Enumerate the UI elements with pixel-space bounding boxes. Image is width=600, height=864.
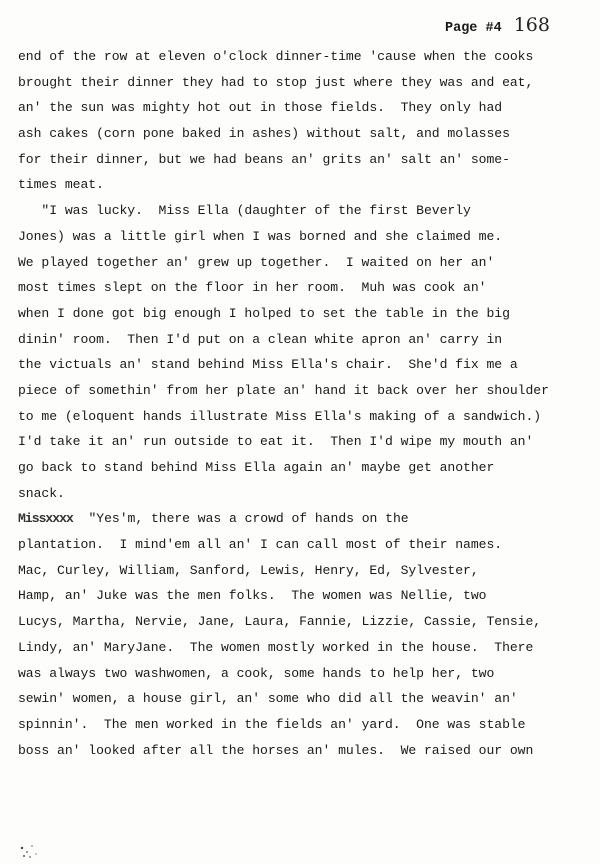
text-line: an' the sun was mighty hot out in those fields. They only had bbox=[18, 100, 503, 116]
text-line: "I was lucky. Miss Ella (daughter of the first Beverly bbox=[18, 203, 471, 219]
text-line: Jones) was a little girl when I was borned and she claimed me. bbox=[18, 228, 503, 244]
page-header bbox=[445, 14, 550, 36]
text-line: to me (eloquent hands illustrate Miss Ella's making of a sandwich.) bbox=[18, 408, 542, 424]
struck-out-word: Missxxxx bbox=[18, 511, 73, 527]
text-line: the victuals an' stand behind Miss Ella's chair. She'd fix me a bbox=[18, 357, 518, 373]
text-line: when I done got big enough I holped to set the table in the big bbox=[18, 305, 510, 321]
text-line: I'd take it an' run outside to eat it. Then I'd wipe my mouth an' bbox=[18, 434, 534, 450]
text-line: ash cakes (corn pone baked in ashes) without salt, and molasses bbox=[18, 126, 510, 142]
text-line: Lindy, an' MaryJane. The women mostly worked in the house. There bbox=[18, 639, 534, 655]
text-line: plantation. I mind'em all an' I can call most of their names. bbox=[18, 537, 503, 553]
text-line-rest: "Yes'm, there was a crowd of hands on the bbox=[72, 511, 409, 527]
text-line: snack. bbox=[18, 485, 65, 501]
text-line: end of the row at eleven o'clock dinner-time 'cause when the cooks bbox=[18, 49, 534, 64]
text-line: most times slept on the floor in her room. Muh was cook an' bbox=[18, 280, 487, 296]
text-line: piece of somethin' from her plate an' hand it back over her shoulder bbox=[18, 382, 549, 398]
page-label: Page #4 bbox=[445, 21, 502, 36]
text-line: spinnin'. The men worked in the fields an' yard. One was stable bbox=[18, 716, 526, 732]
text-line: for their dinner, but we had beans an' grits an' salt an' some- bbox=[18, 151, 510, 167]
text-line: We played together an' grew up together. I waited on her an' bbox=[18, 254, 495, 270]
text-line: brought their dinner they had to stop just where they was and eat, bbox=[18, 74, 534, 90]
body-text bbox=[18, 44, 593, 763]
text-line: sewin' women, a house girl, an' some who did all the weavin' an' bbox=[18, 691, 518, 707]
text-line: times meat. bbox=[18, 177, 104, 193]
text-line: dinin' room. Then I'd put on a clean white apron an' carry in bbox=[18, 331, 503, 347]
text-line: was always two washwomen, a cook, some hands to help her, two bbox=[18, 665, 495, 681]
text-line: Mac, Curley, William, Sanford, Lewis, Henry, Ed, Sylvester, bbox=[18, 562, 479, 578]
scan-speckle bbox=[18, 842, 44, 860]
page-number-stamp: 168 bbox=[513, 14, 550, 36]
text-line: Hamp, an' Juke was the men folks. The women was Nellie, two bbox=[18, 588, 487, 604]
text-line-with-strikeout bbox=[18, 506, 593, 532]
text-line: boss an' looked after all the horses an' mules. We raised our own bbox=[18, 742, 534, 758]
text-line: go back to stand behind Miss Ella again an' maybe get another bbox=[18, 460, 495, 475]
text-line: Lucys, Martha, Nervie, Jane, Laura, Fannie, Lizzie, Cassie, Tensie, bbox=[18, 614, 542, 630]
